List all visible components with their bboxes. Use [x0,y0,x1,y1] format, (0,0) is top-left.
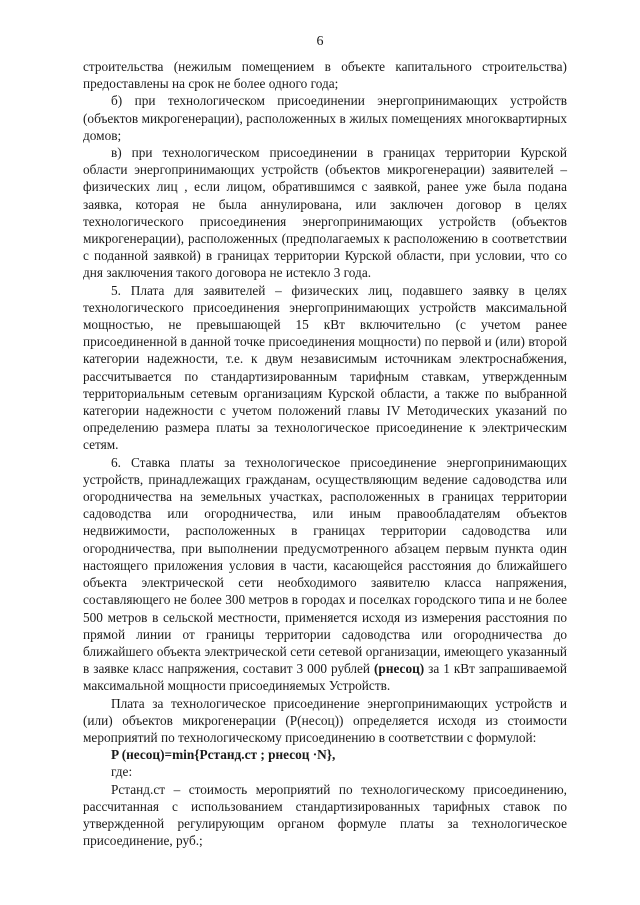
paragraph-continuation: строительства (нежилым помещением в объекте капитального строительства) предоставлены на срок не более одного года; [83,59,567,92]
formula-where: где: [111,764,133,780]
paragraph-item-b: б) при технологическом присоединении энергопринимающих устройств (объектов микрогенерации), расположенных в жилых помещениях многоквартирных домов; [83,93,567,143]
paragraph-item-v: в) при технологическом присоединении в границах территории Курской области энергопринимающих устройств (объектов микрогенерации) заявителей – физических лиц , если лицом, обратившимся с заявкой, ранее уже была подана заявка, которая не была аннулирована, или заключен договор в целях технологического присоединения энергопринимающих устройств (объектов микрогенерации), расположенных (предполагаемых к расположению в соответствии с поданной заявкой) в границах территории Курской области, при условии, что со дня заключения такого договора не истекло 3 года. [83,145,567,281]
paragraph-variable-definition: Рстанд.ст – стоимость мероприятий по технологическому присоединению, рассчитанная с использованием стандартизированных тарифных ставок по утвержденной регулирующим органом формуле платы за технологическое присоединение, руб.; [83,781,567,849]
paragraph-clause-6 [83,454,567,695]
clause-6-text: 6. Ставка платы за технологическое присоединение энергопринимающих устройств, принадлежащих гражданам, осуществляющим ведение садоводства или огородничества на земельных участках, расположенных в границах территории садоводства или огородничества, или иным правообладателям объектов недвижимости, расположенных в границах территории садоводства или огородничества, при выполнении предусмотренного абзацем первым пункта один настоящего приложения условия в части, касающейся расстояния до ближайшего объекта электрической сети необходимого заявителю класса напряжения, составляющего не более 300 метров в городах и поселках городского типа и не более 500 метров в сельской местности, применяется исходя из измерения расстояния по прямой линии от границы территории садоводства или огородничества до ближайшего объекта электрической сети сетевой организации, имеющего указанный в заявке класс напряжения, составит 3 000 рублей [83,454,567,677]
clause-6-bold-term: (pнесоц) [374,661,425,677]
paragraph-clause-5: 5. Плата для заявителей – физических лиц, подавшего заявку в целях технологического присоединения энергопринимающих устройств максимальной мощностью, не превышающей 15 кВт включительно (с учетом ранее присоединенной в данной точке присоединения мощности) по первой и (или) второй категории надежности, т.е. к двум независимым источникам электроснабжения, рассчитывается по стандартизированным тарифным ставкам, утвержденным территориальным сетевым организациям Курской области, а также по выбранной категории надежности с учетом положений главы IV Методических указаний по определению размера платы за технологическое присоединение к электрическим сетям. [83,282,567,453]
formula: P (несоц)=min{Рстанд.ст ; pнесоц ·N}, [111,747,336,763]
document-body [83,58,567,849]
clause-6-text-end: за 1 кВт запрашиваемой максимальной мощности присоединяемых Устройств. [83,661,567,694]
page-number: 6 [316,34,324,49]
paragraph-fee-definition: Плата за технологическое присоединение энергопринимающих устройств и (или) объектов микрогенерации (P(несоц)) определяется исходя из стоимости мероприятий по технологическому присоединению в соответствии с формулой: [83,695,567,745]
